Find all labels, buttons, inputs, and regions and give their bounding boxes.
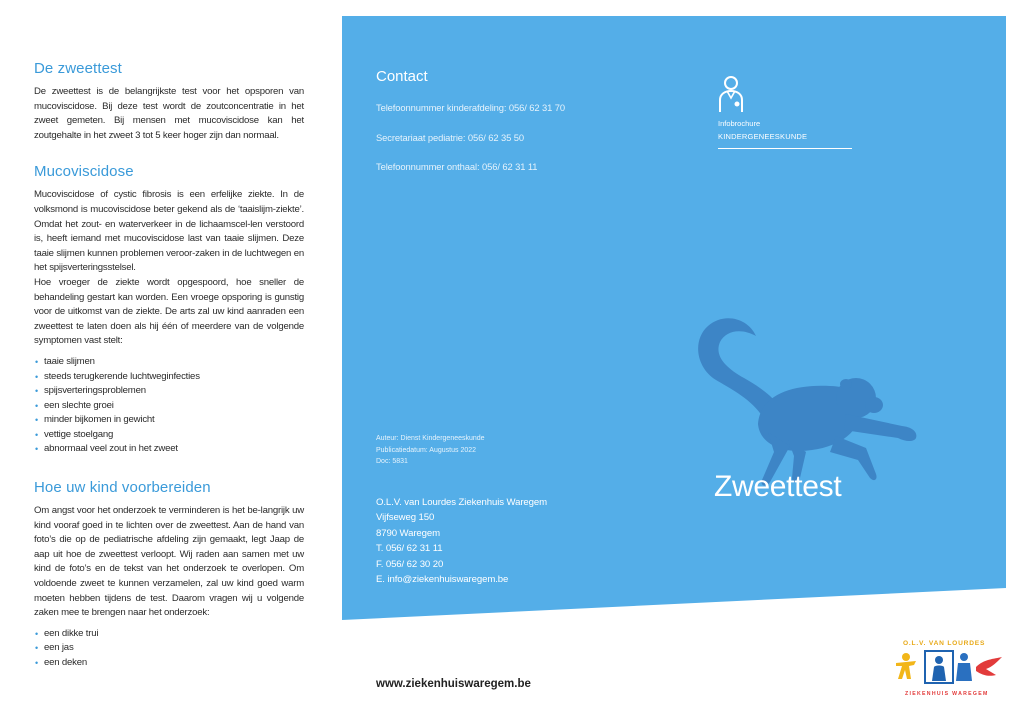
paragraph: De zweettest is de belangrijkste test voor het opsporen van mucoviscidose. Bij deze test wordt de zoutconcentratie in het zweet gemeten. Bij mensen met mucoviscidose kan het zoutgehalte in het zweet 3 tot 5 keer hoger zijn dan normaal.	[34, 86, 304, 141]
document-title: Zweettest	[714, 470, 842, 503]
logo-text-bottom: ZIEKENHUIS WAREGEM	[905, 691, 989, 697]
list-item: • een dikke trui	[34, 627, 304, 642]
address-fax: F. 056/ 62 30 20	[376, 558, 444, 570]
list-item: • vettige stoelgang	[34, 428, 304, 443]
hospital-address	[376, 495, 547, 587]
logo-text-top: O.L.V. VAN LOURDES	[903, 640, 986, 647]
address-line: 8790 Waregem	[376, 527, 441, 539]
list-item: • minder bijkomen in gewicht	[34, 413, 304, 428]
address-line: Vijfseweg 150	[376, 512, 435, 524]
phone-onthaal: Telefoonnummer onthaal: 056/ 62 31 11	[376, 161, 538, 172]
contact-title: Contact	[376, 68, 428, 85]
section-title: Mucoviscidose	[34, 163, 134, 181]
meta-author: Auteur: Dienst Kindergeneeskunde	[376, 435, 485, 442]
divider	[718, 148, 852, 149]
paragraph: Mucoviscidose of cystic fibrosis is een erfelijke ziekte. In de volksmond is mucoviscidose beter gekend als de ‘taaislijm-ziekte’. Omdat het zout- en waterverkeer in de lichaamscel-len verstoord is, heeft iemand met mucoviscidose last van taaie slijmen. Deze taaie slijmen kunnen problemen veroor-zaken in de luchtwegen en het spijsverteringsstelsel.	[34, 189, 304, 274]
meta-doc: Doc: 5831	[376, 458, 408, 465]
hospital-logo	[892, 640, 1004, 700]
paragraph: Om angst voor het onderzoek te verminderen is het be-langrijk uw kind vooraf goed in te lichten over de zweettest. Aan de hand van foto’s die op de pediatrische afdeling zijn gemaakt, legt Jaap de aap uit hoe de zweettest verloopt. Wij raden aan samen met uw kind de foto’s en de tekst van het onderzoek te overlopen. Om voldoende zweet te kunnen verzamelen, zal uw kind goed warm moeten hebben tijdens de test. Daarom vragen wij u volgende zaken mee te brengen naar het onderzoek:	[34, 505, 304, 619]
list-item: • een jas	[34, 641, 304, 656]
list-item: • spijsverteringsproblemen	[34, 384, 304, 399]
section-title: Hoe uw kind voorbereiden	[34, 479, 211, 497]
paragraph: Hoe vroeger de ziekte wordt opgespoord, hoe sneller de behandeling gestart kan worden. Een vroege opsporing is gunstig voor de uitkomst van de ziekte. De arts zal uw kind aanraden een zweettest te laten doen als hij één of meerdere van de volgende symptomen vast stelt:	[34, 276, 304, 347]
list-item: • een deken	[34, 656, 304, 671]
list-item: • steeds terugkerende luchtweginfecties	[34, 370, 304, 385]
phone-secretariaat: Secretariaat pediatrie: 056/ 62 35 50	[376, 132, 524, 143]
department-name: KINDERGENEESKUNDE	[718, 132, 808, 141]
website-link[interactable]: www.ziekenhuiswaregem.be	[376, 678, 531, 690]
brochure-label: Infobrochure	[718, 119, 761, 128]
list-item: • taaie slijmen	[34, 355, 304, 370]
doctor-icon	[716, 74, 746, 114]
list-item: • een slechte groei	[34, 399, 304, 414]
phone-kinderafdeling: Telefoonnummer kinderafdeling: 056/ 62 31 70	[376, 102, 565, 113]
document-meta	[376, 433, 485, 468]
address-email[interactable]: E. info@ziekenhuiswaregem.be	[376, 574, 509, 586]
logo-figures-icon	[892, 649, 1004, 691]
meta-date: Publicatiedatum: Augustus 2022	[376, 446, 477, 454]
address-line: O.L.V. van Lourdes Ziekenhuis Waregem	[376, 497, 548, 508]
list-item: • abnormaal veel zout in het zweet	[34, 442, 304, 457]
section-title: De zweettest	[34, 60, 122, 77]
address-phone: T. 056/ 62 31 11	[376, 543, 443, 555]
